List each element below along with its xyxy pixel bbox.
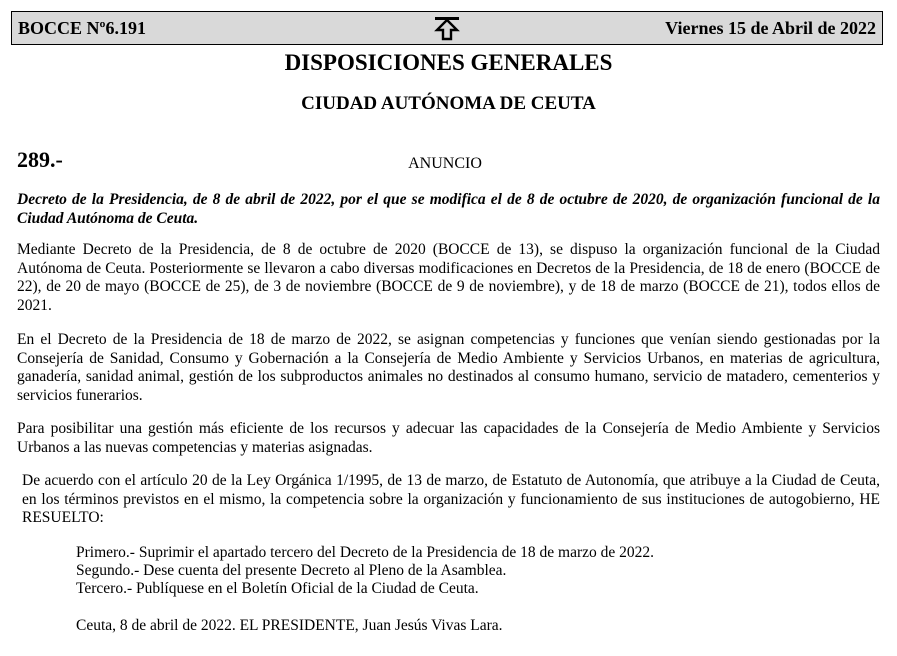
section-title: DISPOSICIONES GENERALES	[284, 50, 613, 75]
paragraph: De acuerdo con el artículo 20 de la Ley Orgánica 1/1995, de 13 de marzo, de Estatuto de Autonomía, que atribuye a la Ciudad de Ceuta, en los términos previstos en el mismo, la competencia sobre la organización y funcionamiento de sus instituciones de autogobierno, HE RESUELTO:	[22, 472, 880, 526]
header-bar	[11, 11, 883, 45]
resolution-item: Segundo.- Dese cuenta del presente Decreto al Pleno de la Asamblea.	[76, 562, 507, 579]
resolution-item: Tercero.- Publíquese en el Boletín Oficial de la Ciudad de Ceuta.	[76, 580, 479, 597]
resolution-item: Primero.- Suprimir el apartado tercero del Decreto de la Presidencia de 18 de marzo de 2022.	[76, 544, 655, 561]
paragraph: Para posibilitar una gestión más eficiente de los recursos y adecuar las capacidades de la Consejería de Medio Ambiente y Servicios Urbanos a las nuevas competencias y materias asignadas.	[17, 420, 880, 456]
entry-type: ANUNCIO	[408, 155, 482, 172]
entry-number: 289.-	[17, 147, 63, 172]
bulletin-number: BOCCE Nº6.191	[18, 18, 146, 38]
arrow-up-icon[interactable]	[434, 15, 460, 41]
paragraph: En el Decreto de la Presidencia de 18 de marzo de 2022, se asignan competencias y funciones que venían siendo gestionadas por la Consejería de Sanidad, Consumo y Gobernación a la Consejería de Medio Ambiente y Servicios Urbanos, en materias de agricultura, ganadería, sanidad animal, gestión de los subproductos animales no destinados al consumo humano, servicio de matadero, cementerios y servicios funerarios.	[17, 331, 880, 404]
paragraph: Mediante Decreto de la Presidencia, de 8 de octubre de 2020 (BOCCE de 13), se dispuso la organización funcional de la Ciudad Autónoma de Ceuta. Posteriormente se llevaron a cabo diversas modificaciones en Decretos de la Presidencia, de 18 de enero (BOCCE de 22), de 20 de mayo (BOCCE de 25), de 3 de noviembre (BOCCE de 9 de noviembre), y de 18 de marzo (BOCCE de 21), todos ellos de 2021.	[17, 241, 880, 314]
bulletin-date: Viernes 15 de Abril de 2022	[665, 18, 876, 38]
decree-title: Decreto de la Presidencia, de 8 de abril de 2022, por el que se modifica el de 8 de octubre de 2020, de organización funcional de la Ciudad Autónoma de Ceuta.	[17, 191, 880, 227]
section-subtitle: CIUDAD AUTÓNOMA DE CEUTA	[301, 93, 596, 114]
signature-line: Ceuta, 8 de abril de 2022. EL PRESIDENTE, Juan Jesús Vivas Lara.	[76, 617, 503, 634]
